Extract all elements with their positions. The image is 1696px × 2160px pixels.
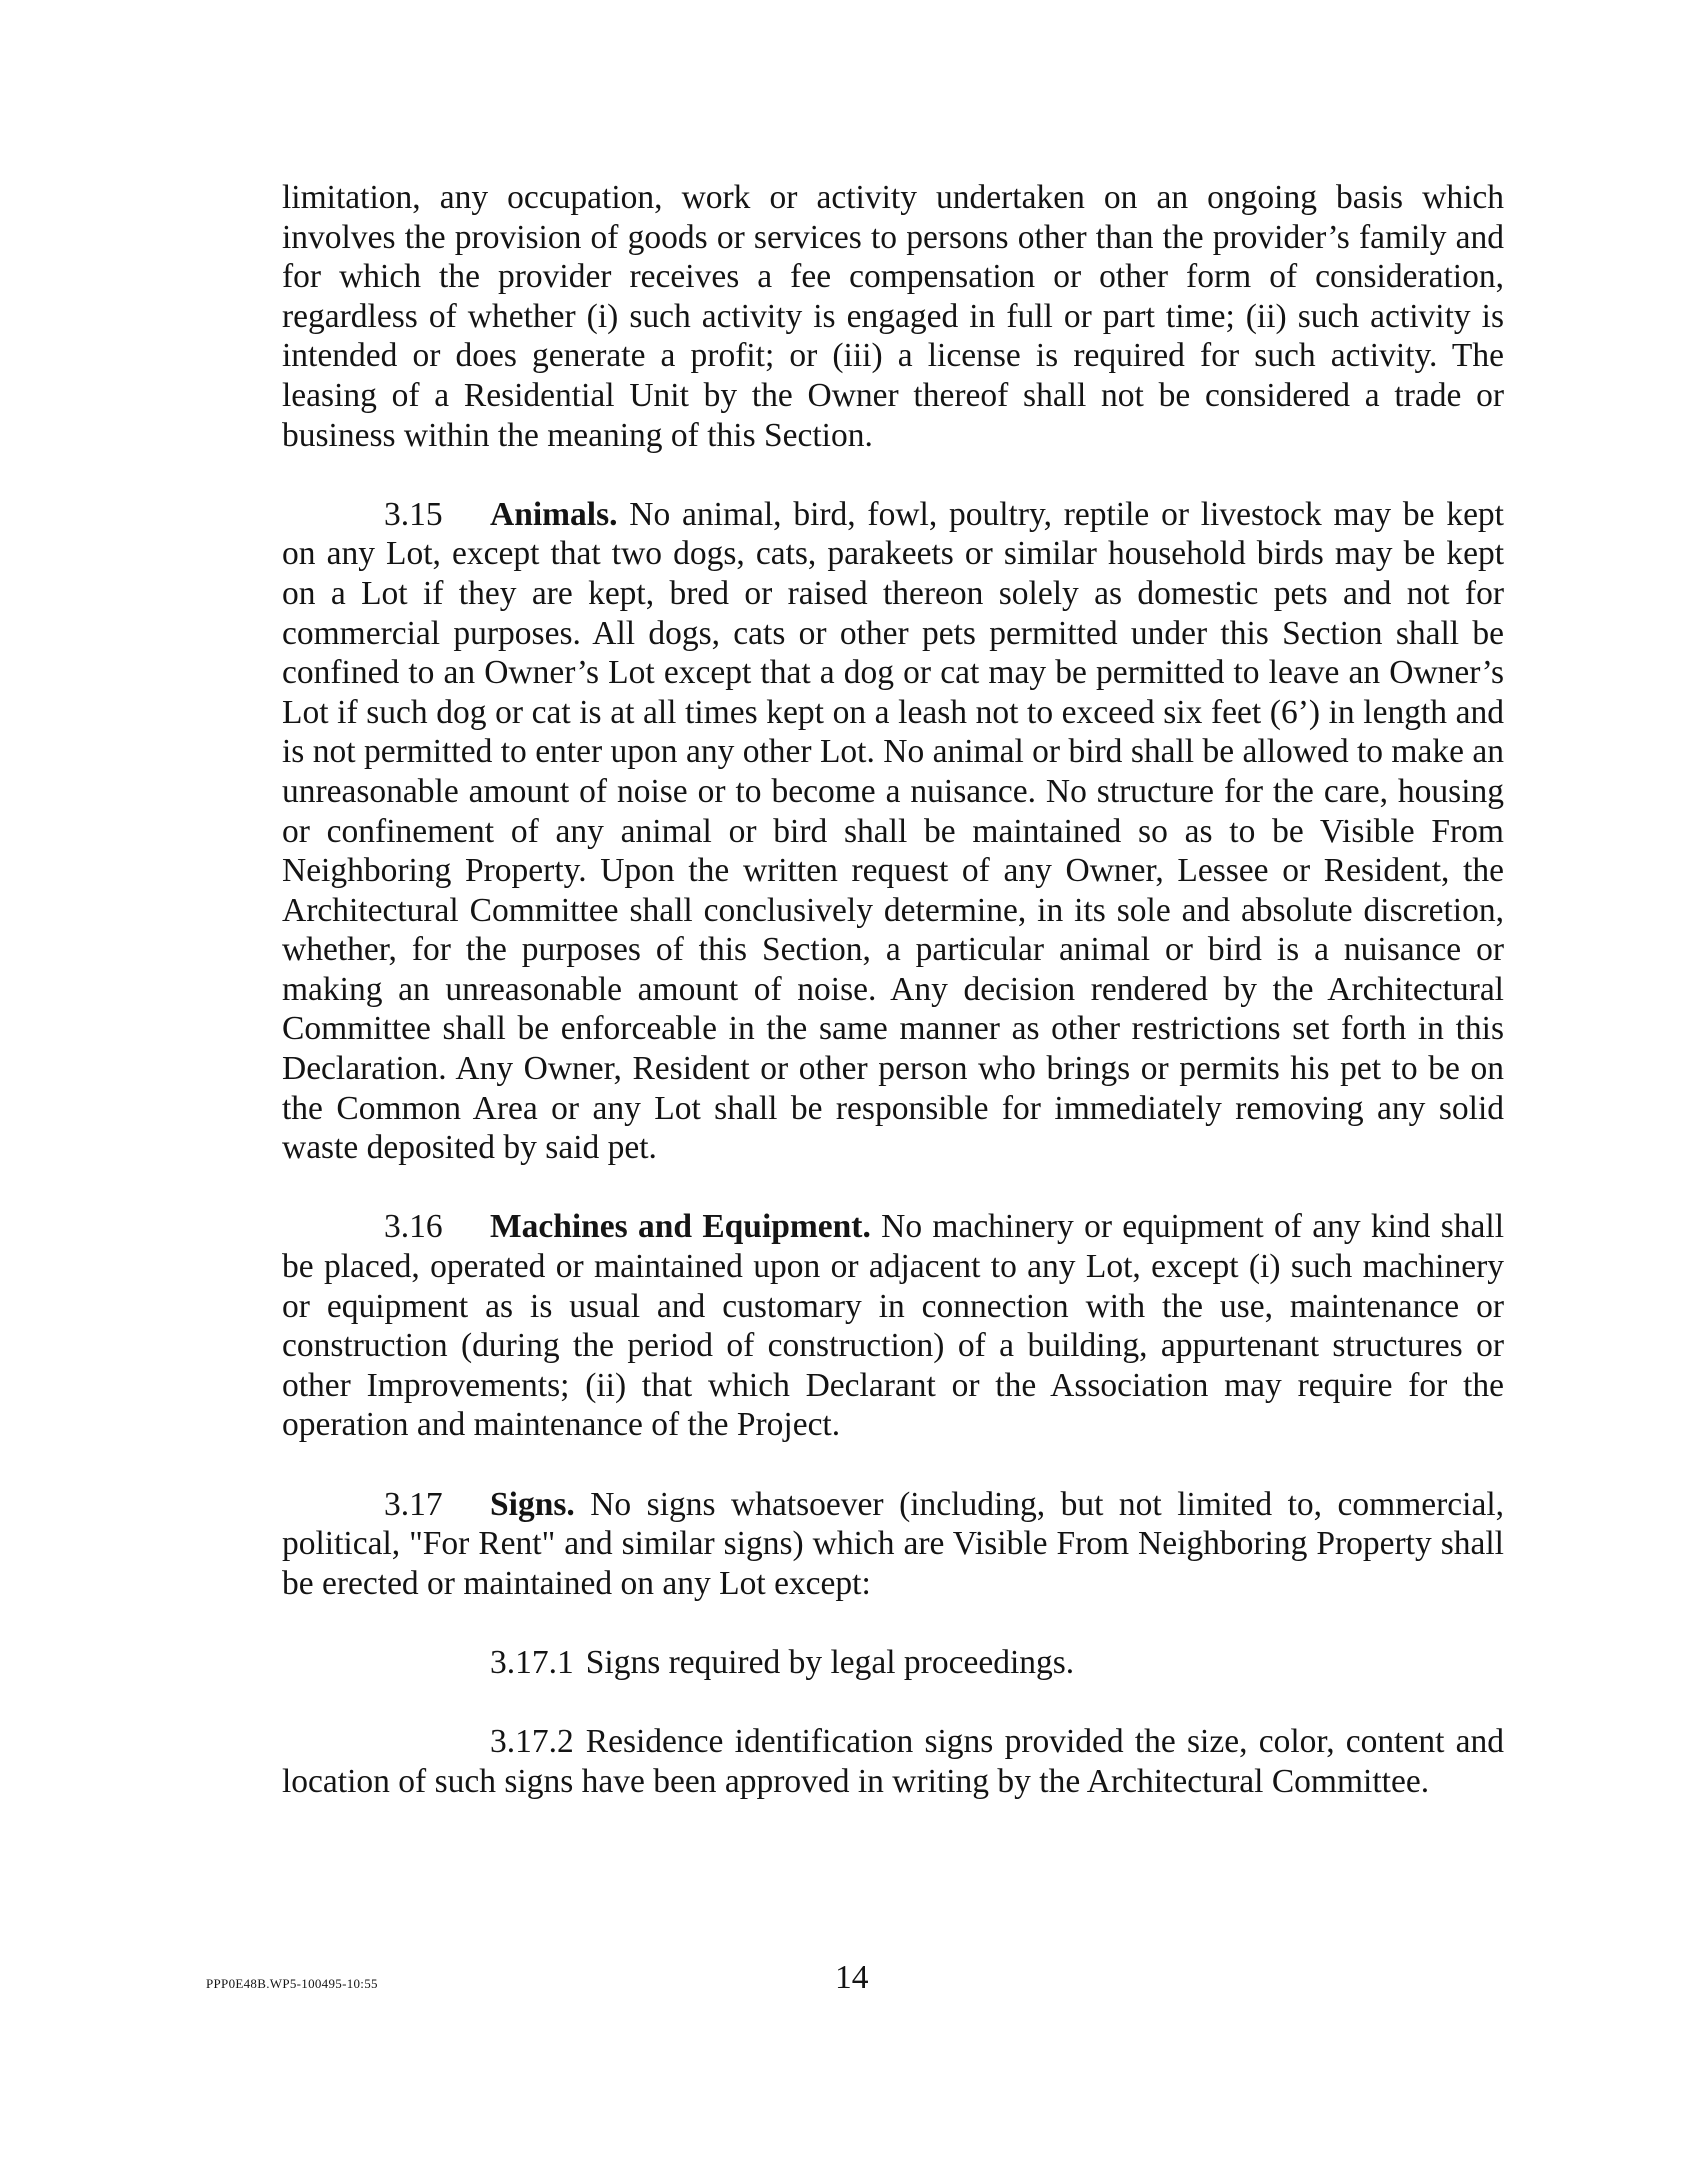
subsection-3-17-1: [282, 1643, 1504, 1683]
section-text: No animal, bird, fowl, poultry, reptile or livestock may be kept on any Lot, except that two dogs, cats, parakeets or similar household birds may be kept on a Lot if they are kept, bred or raised thereon solely as domestic pets and not for commercial purposes. All dogs, cats or other pets permitted under this Section shall be confined to an Owner’s Lot except that a dog or cat may be permitted to leave an Owner’s Lot if such dog or cat is at all times kept on a leash not to exceed six feet (6’) in length and is not permitted to enter upon any other Lot. No animal or bird shall be allowed to make an unreasonable amount of noise or to become a nuisance. No structure for the care, housing or confinement of any animal or bird shall be maintained so as to be Visible From Neighboring Property. Upon the written request of any Owner, Lessee or Resident, the Architectural Committee shall conclusively determine, in its sole and absolute discretion, whether, for the purposes of this Section, a particular animal or bird is a nuisance or making an unreasonable amount of noise. Any decision rendered by the Architectural Committee shall be enforceable in the same manner as other restrictions set forth in this Declaration. Any Owner, Resident or other person who brings or permits his pet to be on the Common Area or any Lot shall be responsible for immediately removing any solid waste deposited by said pet.: [282, 495, 1504, 1167]
section-number: 3.16: [384, 1208, 443, 1246]
intro-paragraph: limitation, any occupation, work or activity undertaken on an ongoing basis which involves the provision of goods or services to persons other than the provider’s family and for which the provider receives a fee compensation or other form of consideration, regardless of whether (i) such activity is engaged in full or part time; (ii) such activity is intended or does generate a profit; or (iii) a license is required for such activity. The leasing of a Residential Unit by the Owner thereof shall not be considered a trade or business within the meaning of this Section.: [282, 179, 1504, 454]
section-3-17: [282, 1485, 1504, 1604]
subsection-number: 3.17.2: [490, 1723, 574, 1761]
subsection-text: Residence identification signs provided the size, color, content and location of such signs have been approved in writing by the Architectural Committee.: [282, 1723, 1504, 1800]
document-page: [282, 178, 1504, 1801]
section-number: 3.15: [384, 495, 443, 533]
section-3-15: [282, 495, 1504, 1168]
section-text: No machinery or equipment of any kind shall be placed, operated or maintained upon or adjacent to any Lot, except (i) such machinery or equipment as is usual and customary in connection with the use, maintenance or construction (during the period of construction) of a building, appurtenant structures or other Improvements; (ii) that which Declarant or the Association may require for the operation and maintenance of the Project.: [282, 1208, 1505, 1444]
section-number: 3.17: [384, 1485, 443, 1523]
section-heading: Animals.: [490, 495, 618, 533]
subsection-number: 3.17.1: [490, 1643, 574, 1681]
subsection-3-17-2: [282, 1722, 1504, 1801]
section-heading: Machines and Equipment.: [490, 1208, 871, 1246]
section-heading: Signs.: [490, 1485, 575, 1523]
section-text: No signs whatsoever (including, but not limited to, commercial, political, "For Rent" and similar signs) which are Visible From Neighboring Property shall be erected or maintained on any Lot except:: [282, 1485, 1505, 1602]
document-code: PPP0E48B.WP5-100495-10:55: [206, 1976, 378, 1991]
page-number: 14: [835, 1959, 869, 1996]
section-3-16: [282, 1207, 1504, 1445]
subsection-text: Signs required by legal proceedings.: [585, 1643, 1075, 1681]
